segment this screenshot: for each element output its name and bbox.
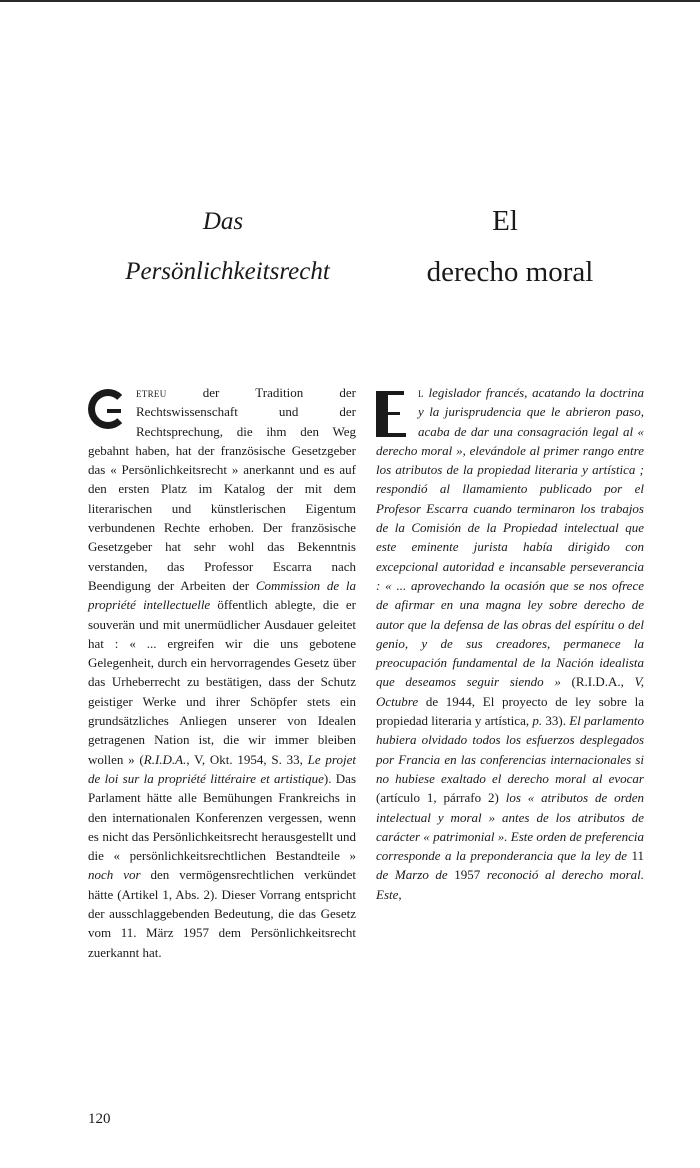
- spanish-text-part: V, Octubre: [376, 674, 644, 709]
- spanish-text-part: de Marzo de: [376, 867, 455, 883]
- german-italic-part: Le projet de loi sur la propriété littéraire et artistique: [88, 751, 356, 786]
- german-title-line-2: Persönlichkeitsrecht: [125, 258, 330, 285]
- spanish-upright-part: (R.I.D.A.,: [571, 674, 635, 690]
- spanish-text-part: reconoció al derecho moral. Este,: [376, 867, 644, 902]
- spanish-text-part: El parlamento hubiera olvidado todos los esfuerzos desplegados por Francia en las conferencias internacionales si no hubiese exaltado el derecho moral al evocar: [376, 713, 644, 786]
- german-title-line-1: Das: [202, 208, 244, 235]
- german-text-part: der Tradition der Rechtswissenschaft und der Rechtsprechung, die ihm den Weg gebahnt haben, hat der französische Gesetzgeber das « Persönlichkeitsrecht » anerkannt und es auf den ersten Platz im Katalog der mit dem literarischen und künstlerischen Eigentum verbundenen Rechte erhoben. Der französische Gesetzgeber hat sehr wohl das Bekenntnis verstanden, das Professor Escarra nach Beendigung der Arbeiten der: [88, 385, 356, 593]
- spanish-column: [376, 383, 644, 904]
- spanish-upright-part: 33).: [542, 713, 570, 729]
- german-italic-part: Commission de la propriété intellectuelle: [88, 577, 356, 613]
- spanish-upright-part: 11: [631, 848, 644, 864]
- drop-cap-g-icon: [88, 389, 128, 429]
- spanish-upright-part: 1957: [454, 867, 481, 883]
- german-column: [88, 383, 356, 962]
- spanish-upright-part: (artículo 1, párrafo 2): [376, 790, 499, 806]
- drop-cap-e-icon: [376, 391, 410, 437]
- german-text-part: den vermögensrechtlichen verkündet hätte (Artikel 1, Abs. 2). Dieser Vorrang entspricht der ausschlaggebenden Bedeutung, die das Gesetz vom 11. März 1957 dem Persönlichkeitsrecht zuerkannt hat.: [88, 867, 356, 960]
- spanish-lead-word: l: [418, 385, 424, 400]
- spanish-title-line-2: derecho moral: [426, 256, 594, 288]
- german-text-part: ). Das Parlament hätte alle Bemühungen Frankreichs in den internationalen Konferenzen vergessen, wenn es nicht das Persönlichkeitsrecht herausgestellt und die « persönlichkeitsrechtlichen Bestandteile »: [88, 770, 356, 864]
- spanish-upright-part: de 1944, El proyecto de ley sobre la propiedad literaria y artística,: [376, 693, 644, 729]
- top-border-rule: [0, 0, 700, 2]
- german-text-part: , V, Okt. 1954, S. 33,: [186, 751, 308, 767]
- german-italic-part: noch vor: [88, 867, 141, 883]
- page-number: 120: [88, 1111, 111, 1127]
- spanish-text-part: legislador francés, acatando la doctrina y la jurisprudencia que le abrieron paso, acaba de dar una consagración legal al « derecho moral », elevándole al primer rango entre los atributos de la propiedad literaria y artística ; respondió al llamamiento publicado por el Profesor Escarra cuando terminaron los trabajos de la Comisión de la Propiedad intelectual que este eminente jurista había dirigido con excepcional autoridad e incansable perseverancia : « ... aprovechando la ocasión que se nos ofrece de afirmar en una magna ley sobre derecho de autor que la defensa de las obras del espíritu o del genio, y de sus creadores, permanece la preocupación fundamental de la Nación idealista que deseamos seguir siendo »: [376, 385, 644, 690]
- german-italic-part: R.I.D.A.: [143, 751, 187, 767]
- german-lead-word: etreu: [136, 385, 167, 400]
- spanish-text-part: p.: [532, 713, 543, 729]
- german-text-part: öffentlich ablegte, die er souverän und mit unermüdlicher Ausdauer geleitet hat : « ... ergreifen wir die uns gebotene Gelegenheit, durch ein hervorragendes Gesetz über das Urheberrecht zu bestätigen, dass der Schutz geistiger Werke und ihrer Schöpfer stets ein grundsätzliches Anliegen unserer von Idealen getragenen Nation ist, die wir immer bleiben wollen » (: [88, 597, 356, 767]
- spanish-text-part: los « atributos de orden intelectual y moral » antes de los atributos de carácter « patrimonial ». Este orden de preferencia corresponde a la preponderancia que la ley de: [376, 790, 644, 864]
- spanish-title-line-1: El: [492, 205, 518, 237]
